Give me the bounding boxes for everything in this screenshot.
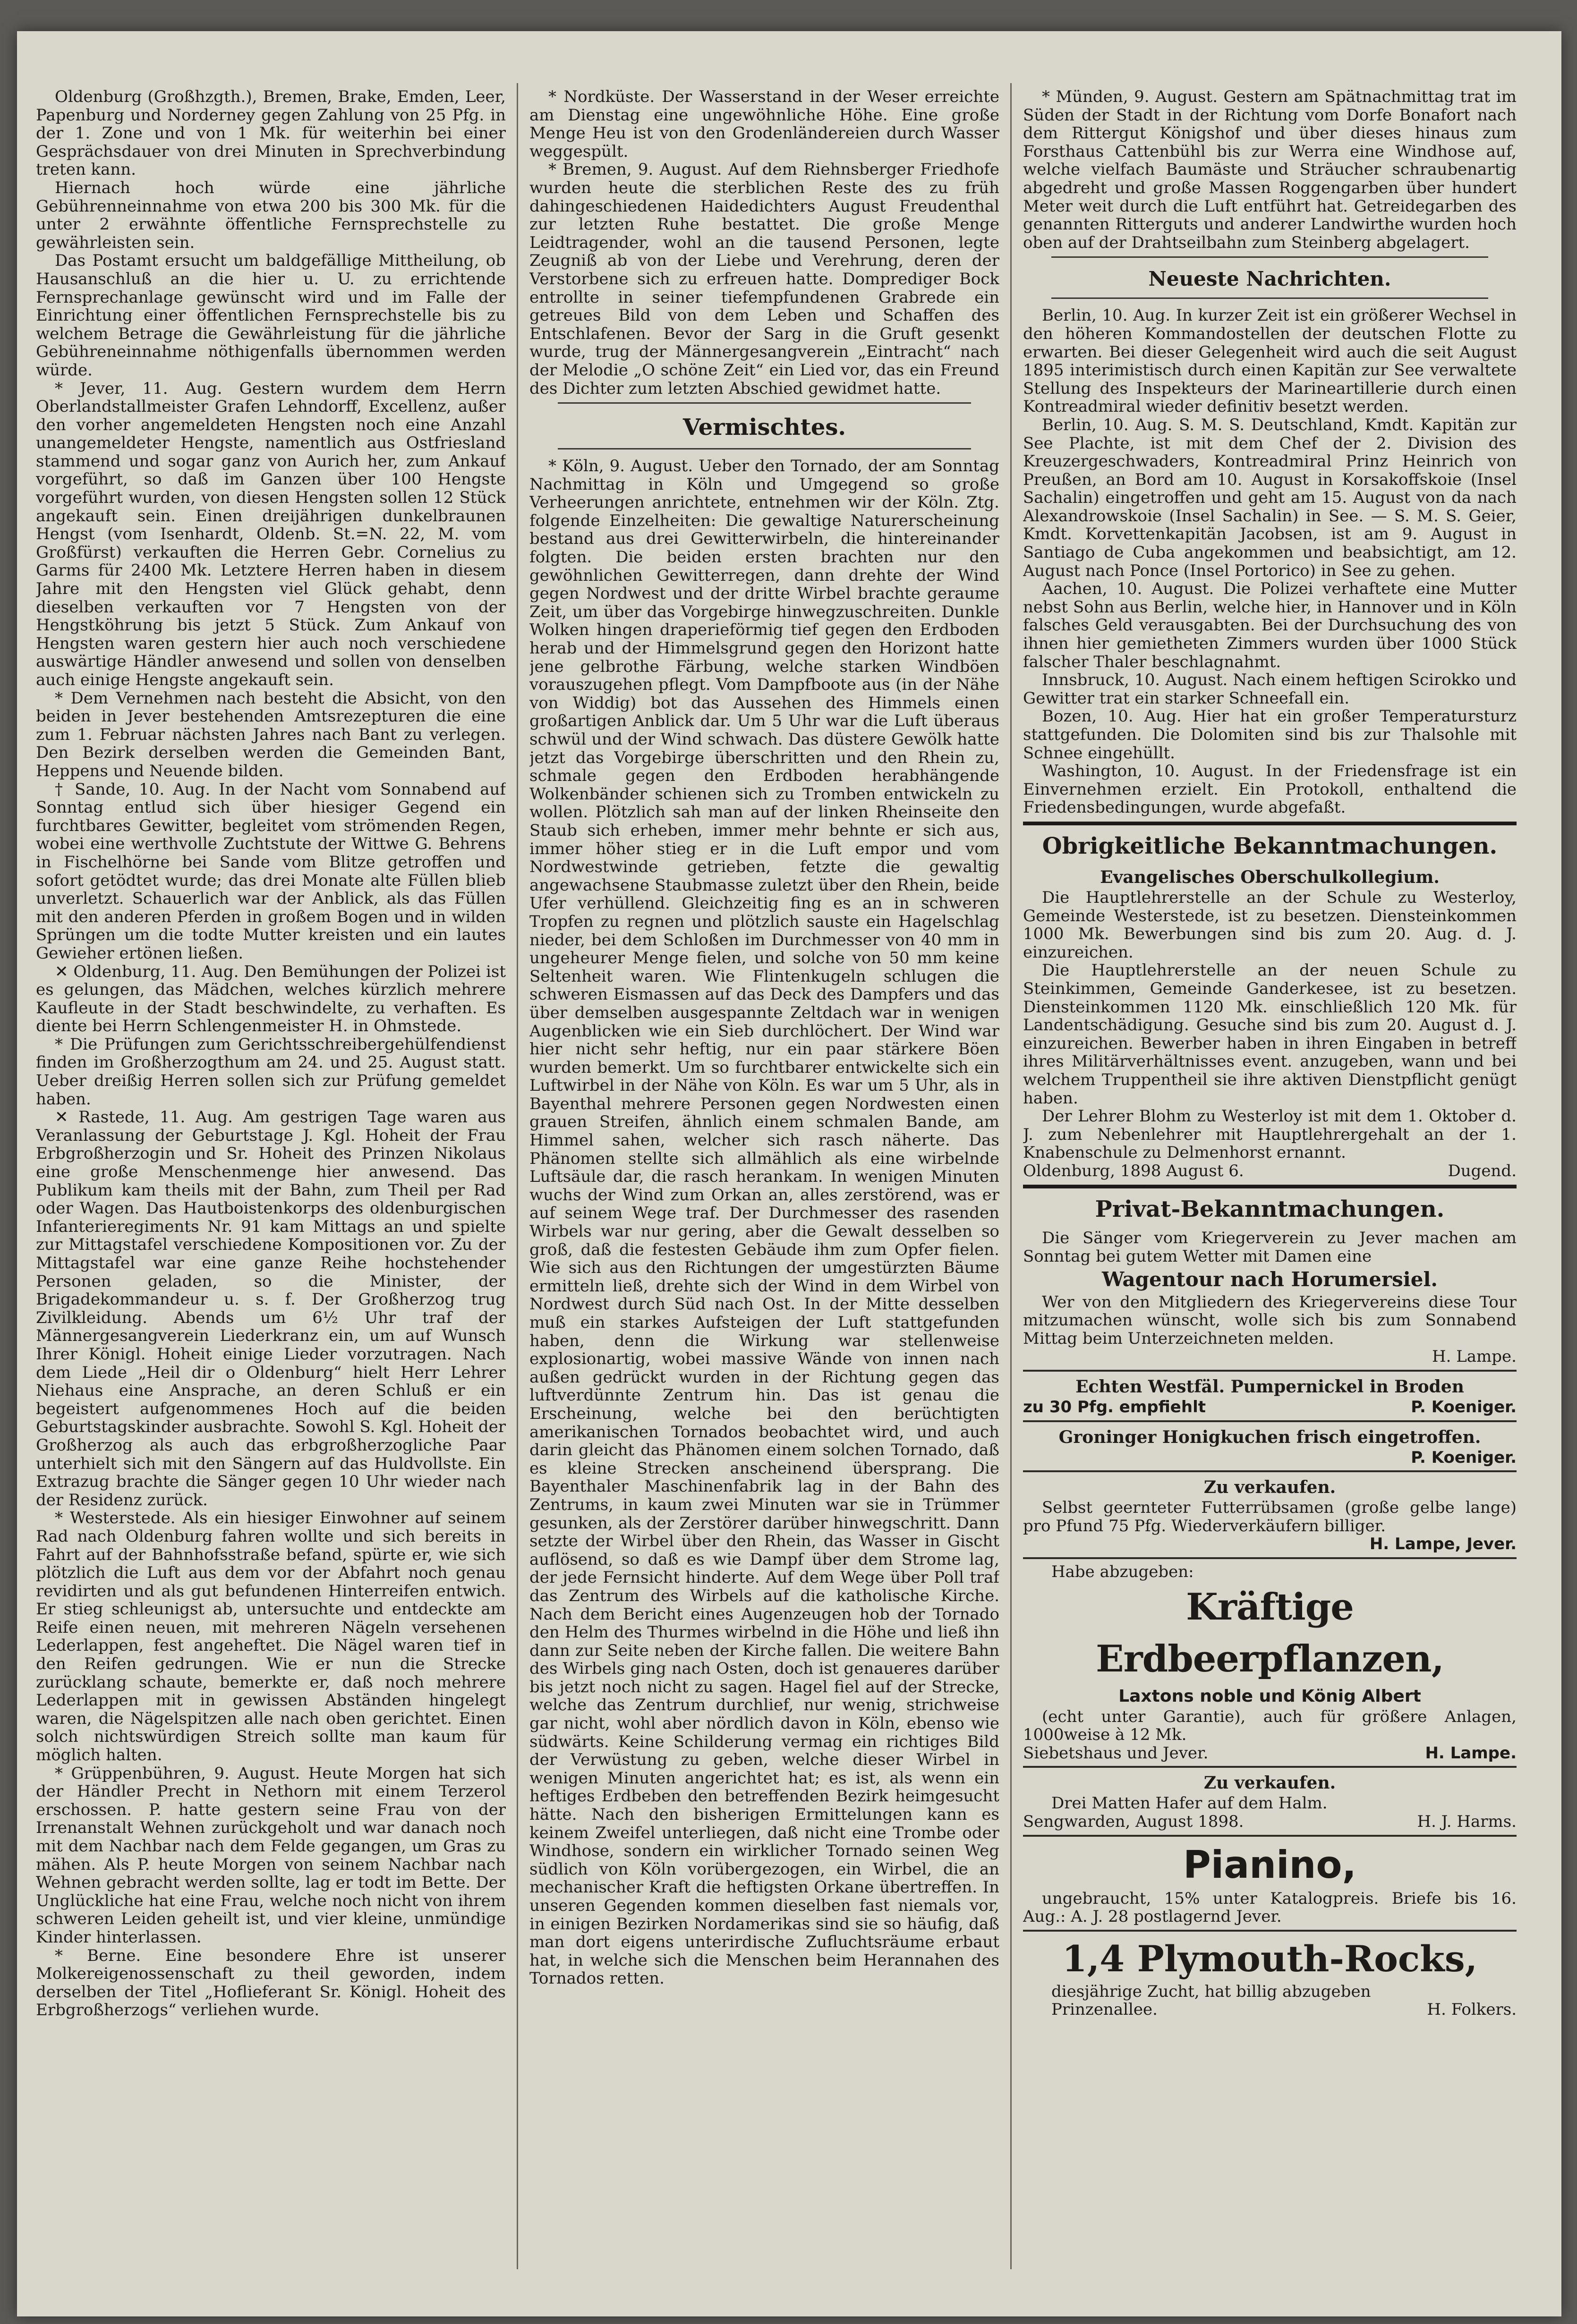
official-heading: Obrigkeitliche Bekanntmachungen. [1042,832,1498,859]
official-signature [1023,1162,1517,1180]
ad-pumpernickel-signature: P. Koeniger. [1411,1398,1517,1417]
news-item: Berlin, 10. Aug. S. M. S. Deutschland, Kmdt. Kapitän zur See Plachte, ist mit dem Chef der 2. Division des Kreuzergeschwaders, Kontreadmiral Prinz Heinrich von Preußen, an Bord am 10. August in Korsakoffskoie (Insel Sachalin) eingetroffen und geht am 15. August von da nach Alexandrowskoie (Insel Sachalin) in See. — S. M. S. Geier, Kmdt. Korvettenkapitän Jacobsen, ist am 9. August in Santiago de Cuba angekommen und beabsichtigt, am 12. August nach Ponce (Insel Portorico) in See zu gehen. [1023,415,1517,580]
article-paragraph: * Bremen, 9. August. Auf dem Riehnsberger Friedhofe wurden heute die sterblichen Reste des zu früh dahingeschiedenen Haidedichters August Freudenthal zur letzten Ruhe bestattet. Die große Menge Leidtragender, wohl an die tausend Personen, legte Zeugniß ab von der Liebe und Verehrung, deren der Verstorbene sich zu erfreuen hatte. Domprediger Bock entrollte in seiner tiefempfundenen Grabrede ein getreues Bild von dem Leben und Schaffen des Entschlafenen. Bevor der Sarg in die Gruft gesenkt wurde, trug der Männergesangverein „Eintracht“ nach der Melodie „O schöne Zeit“ ein Lied vor, das ein Freund des Dichter zum letzten Abschied gewidmet hatte. [529,160,999,398]
ad-divider [1023,1930,1517,1932]
private-title: Wagentour nach Horumersiel. [1101,1267,1438,1291]
ad-honigkuchen-signature: P. Koeniger. [1411,1448,1517,1467]
news-item: Bozen, 10. Aug. Hier hat ein großer Temperatursturz stattgefunden. Die Dolomiten sind bis zur Thalsohle mit Schnee eingehüllt. [1023,707,1517,763]
ad-divider [1023,1557,1517,1559]
news-item: Innsbruck, 10. August. Nach einem heftigen Scirokko und Gewitter trat ein starker Schneefall ein. [1023,670,1517,708]
news-item: Washington, 10. August. In der Friedensfrage ist ein Einvernehmen erzielt. Ein Protokoll, enthaltend die Friedensbedingungen, wurde abgefaßt. [1023,762,1517,817]
column-rule [1010,83,1012,2269]
private-intro: Die Sänger vom Kriegerverein zu Jever machen am Sonntag bei gutem Wetter mit Damen eine [1023,1229,1517,1266]
article-paragraph: * Die Prüfungen zum Gerichtsschreibergehülfendienst finden im Großherzogthum am 24. und 25. August statt. Ueber dreißig Herren sollen sich zur Prüfung gemeldet haben. [36,1035,506,1109]
ad-plymouth-body: diesjährige Zucht, hat billig abzugeben [1051,1982,1371,2001]
ad-hafer-footer [1023,1813,1517,1831]
ad-futter-body: Selbst geernteter Futterrübsamen (große gelbe lange) pro Pfund 75 Pfg. Wiederverkäufern billiger. [1023,1498,1517,1535]
ad-erdbeer-footer [1023,1744,1517,1763]
article-paragraph: * Jever, 11. Aug. Gestern wurdem dem Herrn Oberlandstallmeister Grafen Lehndorff, Excellenz, außer den vorher angemeldeten Hengsten noch eine Anzahl unangemeldeter Hengste, namentlich aus Ostfriesland stammend und sogar ganz von Aurich her, zum Ankauf vorgeführt, so daß im Ganzen über 100 Hengste vorgeführt wurden, von diesen Hengsten sollen 12 Stück angekauft sein. Einen dreijährigen dunkelbraunen Hengst (vom Isenhardt, Oldenb. St.=N. 22, M. vom Großfürst) verkauften die Herren Gebr. Cornelius zu Garms für 2400 Mk. Letztere Herren haben in diesem Jahre mit den Hengsten viel Glück gehabt, denn dieselben verkauften vor 7 Hengsten von der Hengstköhrung bis jetzt 5 Stück. Zum Ankauf von Hengsten waren gestern hier auch noch verschiedene auswärtige Händler anwesend und sollen von denselben auch einige Hengste angekauft sein. [36,379,506,689]
ad-divider [1023,1835,1517,1837]
ad-futter-heading: Zu verkaufen. [1203,1477,1336,1498]
ad-futter-signature: H. Lampe, Jever. [1369,1535,1517,1554]
ad-erdbeer-pre: Habe abzugeben: [1051,1562,1194,1581]
article-paragraph: ✕ Oldenburg, 11. Aug. Den Bemühungen der Polizei ist es gelungen, das Mädchen, welches kürzlich mehrere Kaufleute in der Stadt beschwindelte, zu verhaften. Es diente bei Herrn Schlengenmeister H. in Ohmstede. [36,962,506,1036]
article-paragraph: * Westerstede. Als ein hiesiger Einwohner auf seinem Rad nach Oldenburg fahren wollte und sich bereits in Fahrt auf der Bahnhofsstraße befand, spürte er, wie sich plötzlich die Luft aus dem vor der Abfahrt noch genau revidirten und als gut befundenen Hinterreifen entwich. Er stieg schleunigst ab, untersuchte und entdeckte am Reife einen neuen, mit mehreren Nägeln versehenen Lederlappen, fest angeheftet. Die Nägel waren tief in den Reifen gedrungen. Wie er nun die Strecke zurücklang schaute, bemerkte er, daß noch mehrere Lederlappen mit in gewissen Abständen hingelegt waren, die Nägelspitzen alle nach oben gerichtet. Einen solch nichtswürdigen Streich sollte man kaum für möglich halten. [36,1509,506,1765]
ad-erdbeer-line1: Laxtons noble und König Albert [1118,1686,1421,1706]
ad-divider [1023,1470,1517,1472]
ad-divider [1023,1370,1517,1372]
ad-pumpernickel-line1: Echten Westfäl. Pumpernickel in Broden [1075,1377,1464,1397]
ad-erdbeer-title: Kräftige Erdbeerpflanzen, [1096,1585,1444,1680]
section-divider [558,448,971,452]
column-right [1023,88,1517,2269]
article-paragraph: Oldenburg (Großhzgth.), Bremen, Brake, Emden, Leer, Papenburg und Norderney gegen Zahlung von 25 Pfg. in der 1. Zone und von 1 Mk. für weiterhin bei einer Gesprächsdauer von drei Minuten in Sprechverbindung treten kann. [36,88,506,179]
ad-hafer-signature: H. J. Harms. [1417,1812,1517,1831]
official-place-date: Oldenburg, 1898 August 6. [1023,1161,1244,1180]
ad-plymouth-signature: H. Folkers. [1427,2000,1517,2019]
ad-pumpernickel-footer [1023,1398,1517,1416]
article-paragraph: * Münden, 9. August. Gestern am Spätnachmittag trat im Süden der Stadt in der Richtung vom Dorfe Bonafort nach dem Rittergut Königshof und über dieses hinaus zum Forsthaus Cattenbühl bis zur Werra eine Windhose auf, welche vielfach Baumäste und Sträucher schraubenartig abgedreht und große Massen Roggengarben über hundert Meter weit durch die Luft entführt hat. Getreidegarben des genannten Ritterguts und anderer Landwirthe wurden hoch oben auf der Drahtseilbahn zum Steinberg abgelagert. [1023,88,1517,252]
newspaper-page [17,31,1561,2316]
section-heading-vermischtes: Vermischtes. [682,414,846,441]
official-notice: Die Hauptlehrerstelle an der Schule zu Westerloy, Gemeinde Westerstede, ist zu besetzen. Diensteinkommen 1000 Mk. Bewerbungen sind bis zum 20. Aug. d. J. einzureichen. [1023,888,1517,962]
section-divider-thick [1023,1185,1517,1188]
ad-hafer-body: Drei Matten Hafer auf dem Halm. [1051,1794,1328,1813]
news-item: Aachen, 10. August. Die Polizei verhaftete eine Mutter nebst Sohn aus Berlin, welche hier, in Hannover und in Köln falsches Geld verausgabten. Bei der Durchsuchung des von ihnen hier gemietheten Zimmers wurden über 1000 Stück falscher Thaler beschlagnahmt. [1023,579,1517,671]
ad-erdbeer-line2: (echt unter Garantie), auch für größere Anlagen, 1000weise à 12 Mk. [1023,1707,1517,1745]
ad-pumpernickel-line2: zu 30 Pfg. empfiehlt [1023,1398,1206,1417]
private-body: Wer von den Mitgliedern des Kriegervereins diese Tour mitzumachen wünscht, wolle sich bis zum Sonnabend Mittag beim Unterzeichneten melden. [1023,1292,1517,1348]
article-paragraph: Das Postamt ersucht um baldgefällige Mittheilung, ob Hausanschluß an die hier u. U. zu errichtende Fernsprechanlage gewünscht wird und im Falle der Einrichtung einer öffentlichen Fernsprechstelle bis zu welchem Betrage die Gewährleistung für die jährliche Gebühreneinnahme nöthigenfalls übernommen werden würde. [36,251,506,380]
private-heading: Privat-Bekanntmachungen. [1095,1196,1445,1223]
official-signer: Dugend. [1448,1161,1517,1180]
section-divider [558,402,971,407]
ad-divider [1023,1420,1517,1422]
ad-erdbeer-signature: H. Lampe. [1425,1743,1517,1763]
article-paragraph: * Köln, 9. August. Ueber den Tornado, der am Sonntag Nachmittag in Köln und Umgegend so große Verheerungen anrichtete, entnehmen wir der Köln. Ztg. folgende Einzelheiten: Die gewaltige Naturerscheinung bestand aus drei Gewitterwirbeln, die hintereinander folgten. Die beiden ersten brachten nur den gewöhnlichen Gewitterregen, dann drehte der Wind gegen Nordwest und der dritte Wirbel brachte geraume Zeit, um über das Vorgebirge hinwegzuschreiten. Dunkle Wolken hingen draperieförmig tief gegen den Erdboden herab und der Himmelsgrund gegen den Horizont hatte jene gelbrothe Färbung, welche starken Windböen vorauszugehen pflegt. Vom Dampfboote aus (in der Nähe von Widdig) bot das Aussehen des Himmels einen großartigen Anblick dar. Um 5 Uhr war die Luft überaus schwül und der Wind schwach. Das düstere Gewölk hatte jetzt das Vorgebirge überschritten und den Rhein zu, schmale gegen den Erdboden herabhängende Wolkenbänder schienen sich zu Tromben entwickeln zu wollen. Plötzlich sah man auf der linken Rheinseite den Staub sich erheben, immer mehr behnte er sich aus, immer höher stieg er in die Luft empor und vom Nordwestwinde getrieben, fetzte die gewaltig angewachsene Staubmasse zuletzt über den Rhein, beide Ufer verhüllend. Gleichzeitig fing es an in schweren Tropfen zu regnen und plötzlich sauste ein Hagelschlag nieder, bei dem Schloßen im Durchmesser von 40 mm in ungeheurer Menge fielen, und solche von 50 mm keine Seltenheit waren. Wie Flintenkugeln schlugen die schweren Eismassen auf das Deck des Dampfers und das über demselben ausgespannte Zeltdach war in wenigen Augenblicken wie ein Sieb durchlöchert. Der Wind war hier nicht sehr heftig, nur ein paar stärkere Böen wurden bemerkt. Um so furchtbarer entwickelte sich ein Luftwirbel in der Nähe von Köln. Es war um 5 Uhr, als in Bayenthal mehrere Personen gegen Nordwesten einen grauen Streifen, ähnlich einem schmalen Bande, am Himmel sahen, welcher sich rasch näherte. Das Phänomen stellte sich allmählich als eine wirbelnde Luftsäule dar, die rasch herankam. In wenigen Minuten wuchs der Wind zum Orkan an, alles zerstörend, was er auf seinem Wege traf. Der Durchmesser des rasenden Wirbels war nur gering, aber die Gewalt desselben so groß, daß die festesten Gebäude ihm zum Opfer fielen. Wie sich aus den Richtungen der umgestürzten Bäume ermitteln ließ, drehte sich der Wind in dem Wirbel von Nordwest durch Süd nach Ost. In der Mitte desselben muß ein starkes Aufsteigen der Luft stattgefunden haben, denn die Wirkung war stellenweise explosionartig, wobei massive Wände von innen nach außen gedrückt wurden in der Richtung gegen das luftverdünnte Zentrum hin. Das ist genau die Erscheinung, welche bei den berüchtigten amerikanischen Tornados beobachtet wird, und auch darin gleicht das Phänomen einem solchen Tornado, daß es kleine Strecken anscheinend übersprang. Die Bayenthaler Maschinenfabrik lag in der Bahn des Zentrums, in kaum zwei Minuten war sie in Trümmer gesunken, als der Zerstörer darüber hinwegschritt. Dann setzte der Wirbel über den Rhein, das Wasser in Gischt auflösend, so daß es wie Dampf über dem Strome lag, der jede Fernsicht hinderte. Auf dem Wege über Poll traf das Zentrum des Wirbels auf die katholische Kirche. Nach dem Bericht eines Augenzeugen hob der Tornado den Helm des Thurmes wirbelnd in die Höhe und ließ ihn dann zur Seite neben der Kirche fallen. Die weitere Bahn des Wirbels ging nach Osten, doch ist genaueres darüber bis jetzt noch nicht zu sagen. Hagel fiel auf der Strecke, welche das Zentrum durchlief, nur wenig, strichweise gar nicht, wohl aber nördlich davon in Köln, ebenso wie südwärts. Keine Schilderung vermag ein richtiges Bild der Verwüstung zu geben, welche dieser Wirbel in wenigen Minuten angerichtet hat; es ist, als wenn ein heftiges Erdbeben den betreffenden Bezirk heimgesucht hätte. Nach den bisherigen Ermittelungen kann es keinem Zweifel unterliegen, daß nicht eine Trombe oder Windhose, sondern ein wirklicher Tornado seinen Weg südlich von Köln vorübergezogen, ein Wirbel, die an mechanischer Kraft die heftigsten Orkane übertreffen. In unseren Gegenden kommen dieselben fast niemals vor, in einigen Bezirken Nordamerikas sind sie so häufig, daß man dort eigens unterirdische Zufluchtsräume erbaut hat, in welche sich die Menschen beim Herannahen des Tornados retten. [529,457,999,1988]
ad-plymouth-footer [1023,2001,1517,2019]
ad-honigkuchen-line1: Groninger Honigkuchen frisch eingetroffen. [1058,1427,1481,1447]
column-middle [529,88,999,2269]
section-heading-neueste-nachrichten: Neueste Nachrichten. [1148,267,1391,291]
news-item: Berlin, 10. Aug. In kurzer Zeit ist ein größerer Wechsel in den höheren Kommandostellen der deutschen Flotte zu erwarten. Bei dieser Gelegenheit wird auch die seit August 1895 interimistisch durch einen Kapitän zur See verwaltete Stellung des Inspekteurs der Marineartillerie durch einen Kontreadmiral wieder definitiv besetzt werden. [1023,306,1517,416]
article-paragraph: ✕ Rastede, 11. Aug. Am gestrigen Tage waren aus Veranlassung der Geburtstage J. Kgl. Hoheit der Frau Erbgroßherzogin und Sr. Hoheit des Prinzen Nikolaus eine große Menschenmenge hier anwesend. Das Publikum kam theils mit der Bahn, zum Theil per Rad oder Wagen. Das Hautboistenkorps des oldenburgischen Infanterieregiments Nr. 91 kam Mittags an und spielte zur Mittagstafel verschiedene Kompositionen vor. Zu der Mittagstafel war eine ganze Reihe hochstehender Personen geladen, so die Minister, der Brigadekommandeur u. s. f. Der Großherzog trug Zivilkleidung. Abends um 6½ Uhr traf der Männergesangverein Liederkranz ein, um auf Wunsch Ihrer Königl. Hoheit einige Lieder vorzutragen. Nach dem Liede „Heil dir o Oldenburg“ hielt Herr Lehrer Niehaus eine Ansprache, an deren Schluß er ein begeistert aufgenommenes Hoch auf die beiden Geburtstagskinder ausbrachte. Sowohl S. Kgl. Hoheit der Großherzog als auch das erbgroßherzogliche Paar unterhielt sich mit den Sängern auf das Huldvollste. Ein Extrazug brachte die Sänger gegen 10 Uhr wieder nach der Residenz zurück. [36,1108,506,1510]
article-paragraph: † Sande, 10. Aug. In der Nacht vom Sonnabend auf Sonntag entlud sich über hiesiger Gegend ein furchtbares Gewitter, begleitet vom strömenden Regen, wobei eine werthvolle Zuchtstute der Wittwe G. Behrens in Fischelhörne bei Sande vom Blitze getroffen und sofort getödtet wurde; das drei Monate alte Füllen blieb unverletzt. Schauerlich war der Anblick, als das Füllen mit den anderen Pferden in großem Bogen und in wilden Sprüngen um die todte Mutter kreisten und ein lautes Gewieher ertönen ließen. [36,780,506,963]
official-subheading: Evangelisches Oberschulkollegium. [1100,867,1440,887]
private-signature: H. Lampe. [1432,1347,1517,1366]
column-left [36,88,506,2269]
article-paragraph: Hiernach hoch würde eine jährliche Gebührenneinnahme von etwa 200 bis 300 Mk. für die unter 2 erwähnte öffentliche Fernsprechstelle zu gewährleisten sein. [36,178,506,252]
ad-hafer-place: Sengwarden, August 1898. [1023,1812,1244,1831]
article-paragraph: * Grüppenbühren, 9. August. Heute Morgen hat sich der Händler Precht in Nethorn mit einem Terzerol erschossen. P. hatte gestern seine Frau von der Irrenanstalt Wehnen zurückgeholt und war danach noch mit dem Nachbar nach dem Felde gegangen, um Gras zu mähen. Als P. heute Morgen von seinem Nachbar nach Wehnen gebracht werden sollte, lag er todt im Bette. Der Unglückliche hat eine Frau, welche noch nicht von ihrem schweren Leiden geheilt ist, und vier kleine, unmündige Kinder hinterlassen. [36,1764,506,1947]
section-divider-thick [1023,822,1517,825]
ad-plymouth-title: 1,4 Plymouth-Rocks, [1062,1937,1478,1980]
official-notice: Die Hauptlehrerstelle an der neuen Schule zu Steinkimmen, Gemeinde Ganderkesee, ist zu besetzen. Diensteinkommen 1120 Mk. einschließlich 120 Mk. für Landentschädigung. Gesuche sind bis zum 20. August d. J. einzureichen. Bewerber haben in ihren Eingaben in betreff ihres Militärverhältnisses event. anzugeben, wann und bei welchem Truppentheil sie ihre aktiven Dienstpflicht genügt haben. [1023,961,1517,1108]
ad-pianino-title: Pianino, [1183,1842,1356,1887]
ad-pianino-body: ungebraucht, 15% unter Katalogpreis. Briefe bis 16. Aug.: A. J. 28 postlagernd Jever. [1023,1889,1517,1926]
article-paragraph: * Dem Vernehmen nach besteht die Absicht, von den beiden in Jever bestehenden Amtsrezepturen die eine zum 1. Februar nächsten Jahres nach Bant zu verlegen. Den Bezirk derselben werden die Gemeinden Bant, Heppens und Neuende bilden. [36,688,506,780]
article-paragraph: * Berne. Eine besondere Ehre ist unserer Molkereigenossenschaft zu theil geworden, indem derselben der Titel „Hoflieferant Sr. Königl. Hoheit des Erbgroßherzogs“ verliehen wurde. [36,1946,506,2020]
ad-divider [1023,1766,1517,1768]
section-divider [1051,256,1488,261]
ad-erdbeer-place: Siebetshaus und Jever. [1023,1743,1209,1763]
ad-plymouth-place: Prinzenallee. [1051,2000,1158,2019]
column-rule [517,83,518,2269]
official-notice: Der Lehrer Blohm zu Westerloy ist mit dem 1. Oktober d. J. zum Nebenlehrer mit Hauptlehrergehalt an der 1. Knabenschule zu Delmenhorst ernannt. [1023,1107,1517,1162]
section-divider [1051,297,1488,302]
article-paragraph: * Nordküste. Der Wasserstand in der Weser erreichte am Dienstag eine ungewöhnliche Höhe. Eine große Menge Heu ist von den Grodenländereien durch Wasser weggespült. [529,88,999,161]
ad-hafer-heading: Zu verkaufen. [1203,1773,1336,1793]
